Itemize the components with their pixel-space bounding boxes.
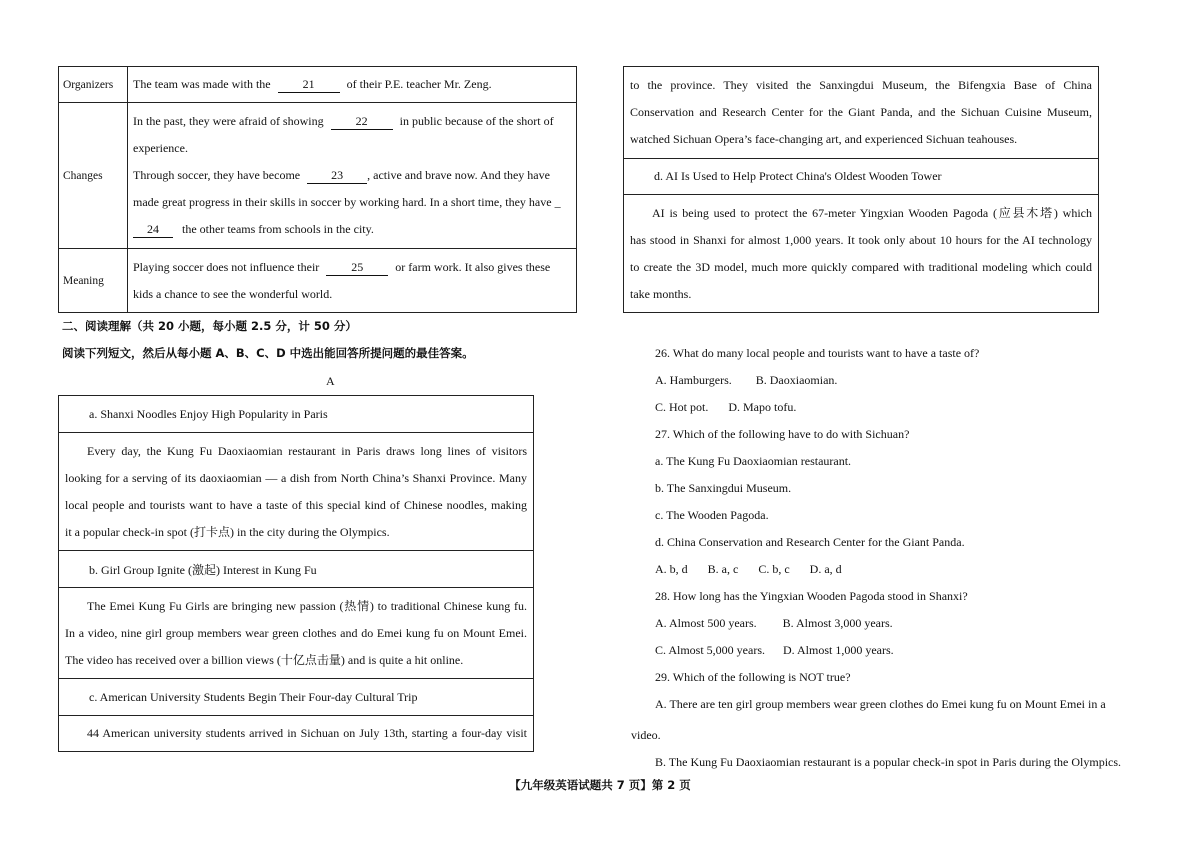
row-label-meaning: Meaning <box>59 249 128 313</box>
option-b: B. Almost 3,000 years. <box>782 616 893 630</box>
item-27-a: a. The Kung Fu Daoxiaomian restaurant. <box>655 454 852 468</box>
news-body-c-cont <box>624 67 1099 159</box>
options-27 <box>655 556 1145 583</box>
table-row <box>59 551 534 588</box>
options-26-ab <box>655 367 1145 394</box>
text-line: The video has received over a billion views (十亿点击量) and is quite a hit online. <box>65 652 464 667</box>
text-line: looking for a serving of its daoxiaomian — a dish from North China’s Shanxi Province. Many <box>65 470 527 485</box>
text-line: kids a chance to see the wonderful world. <box>133 286 333 301</box>
option-29-b: B. The Kung Fu Daoxiaomian restaurant is a popular check-in spot in Paris during the Olympics. <box>655 755 1122 769</box>
news-title-b: b. Girl Group Ignite (激起) Interest in Kung Fu <box>59 551 534 588</box>
option-a: A. Almost 500 years. <box>655 616 757 630</box>
section-instruction: 阅读下列短文，然后从每小题 A、B、C、D 中选出能回答所提问题的最佳答案。 <box>62 346 474 360</box>
text-line: 24 the other teams from schools in the city. <box>133 216 571 243</box>
table-row <box>624 195 1099 313</box>
news-body-c <box>59 716 534 752</box>
passage-label: A <box>326 374 335 388</box>
option-d: D. Mapo tofu. <box>728 400 797 414</box>
options-26-cd <box>655 394 1145 421</box>
text-line: AI is being used to protect the 67-meter Yingxian Wooden Pagoda (应县木塔) which <box>652 205 1092 220</box>
section-heading: 二、阅读理解（共 20 小题，每小题 2.5 分，计 50 分） <box>62 319 357 333</box>
page-footer: 【九年级英语试题共 7 页】第 2 页 <box>509 778 691 792</box>
table-row <box>59 433 534 551</box>
table-row <box>59 249 577 313</box>
item-27-b: b. The Sanxingdui Museum. <box>655 481 792 495</box>
table-row <box>59 396 534 433</box>
question-29: 29. Which of the following is NOT true? <box>655 670 851 684</box>
text-line: Playing soccer does not influence their 25 or farm work. It also gives these <box>133 259 551 274</box>
news-title-a: a. Shanxi Noodles Enjoy High Popularity in Paris <box>59 396 534 433</box>
text-line: The Emei Kung Fu Girls are bringing new passion (热情) to traditional Chinese kung fu. <box>87 598 527 613</box>
summary-table <box>58 66 577 313</box>
text-line: take months. <box>630 286 692 301</box>
option-c: C. b, c <box>758 562 790 576</box>
text: of their P.E. teacher Mr. Zeng. <box>346 77 492 91</box>
option-a: A. Hamburgers. <box>655 373 732 387</box>
blank-21: 21 <box>278 76 340 93</box>
question-28: 28. How long has the Yingxian Wooden Pagoda stood in Shanxi? <box>655 589 968 603</box>
text-line: has stood in Shanxi for almost 1,000 years. It took only about 10 hours for the AI technology <box>630 232 1092 247</box>
table-row <box>59 67 577 103</box>
text-line: watched Sichuan Opera’s face-changing art, and experienced Sichuan teahouses. <box>630 132 1018 146</box>
news-title-c: c. American University Students Begin Their Four-day Cultural Trip <box>59 679 534 716</box>
text: The team was made with the <box>133 77 271 91</box>
news-box-right <box>623 66 1099 313</box>
text-line: Conservation and Research Center for the Giant Panda, and the Sichuan Cuisine Museum, <box>630 105 1092 119</box>
question-27: 27. Which of the following have to do with Sichuan? <box>655 427 910 441</box>
item-27-c: c. The Wooden Pagoda. <box>655 508 769 522</box>
text-line: Through soccer, they have become 23 , active and brave now. And they have <box>133 168 550 182</box>
text-line: to create the 3D model, much more quickly compared with traditional modeling which could <box>630 259 1092 274</box>
options-28-ab <box>655 610 1145 637</box>
option-b: B. a, c <box>707 562 739 576</box>
table-row <box>59 588 534 679</box>
item-27-d: d. China Conservation and Research Center for the Giant Panda. <box>655 535 965 549</box>
text-line: it a popular check-in spot (打卡点) in the city during the Olympics. <box>65 524 390 539</box>
option-b: B. Daoxiaomian. <box>755 373 838 387</box>
option-29-a: A. There are ten girl group members wear green clothes do Emei kung fu on Mount Emei in a <box>655 697 1106 711</box>
questions-block <box>655 340 1145 718</box>
text-line: local people and tourists want to have a taste of this special kind of Chinese noodles, making <box>65 497 527 512</box>
row-content <box>128 103 577 249</box>
text-line: In the past, they were afraid of showing 22 in public because of the short of <box>133 114 554 128</box>
table-row <box>59 679 534 716</box>
row-content <box>128 67 577 103</box>
option-29-a-cont: video. <box>631 728 661 742</box>
text-line: Every day, the Kung Fu Daoxiaomian restaurant in Paris draws long lines of visitors <box>87 443 527 458</box>
news-title-d: d. AI Is Used to Help Protect China's Oldest Wooden Tower <box>624 159 1099 195</box>
text-line: 44 American university students arrived in Sichuan on July 13th, starting a four-day visit <box>87 726 527 740</box>
option-c: C. Almost 5,000 years. <box>655 643 765 657</box>
option-c: C. Hot pot. <box>655 400 709 414</box>
row-content <box>128 249 577 313</box>
options-28-cd <box>655 637 1145 664</box>
text-line: to the province. They visited the Sanxingdui Museum, the Bifengxia Base of China <box>630 78 1092 92</box>
table-row <box>59 103 577 249</box>
table-row <box>59 716 534 752</box>
option-d: D. Almost 1,000 years. <box>783 643 894 657</box>
option-a: A. b, d <box>655 562 688 576</box>
blank-23: 23 <box>307 167 367 184</box>
question-26: 26. What do many local people and tourists want to have a taste of? <box>655 346 980 360</box>
option-d: D. a, d <box>809 562 842 576</box>
news-box-left <box>58 395 534 752</box>
news-body-a <box>59 433 534 551</box>
table-row <box>624 159 1099 195</box>
text-line: made great progress in their skills in soccer by working hard. In a short time, they have _ <box>133 195 561 209</box>
row-label-changes: Changes <box>59 103 128 249</box>
news-body-d <box>624 195 1099 313</box>
text-line: In a video, nine girl group members wear green clothes and do Emei kung fu on Mount Emei. <box>65 625 527 640</box>
blank-22: 22 <box>331 113 393 130</box>
text-line: experience. <box>133 141 188 155</box>
blank-25: 25 <box>326 259 388 276</box>
row-label-organizers: Organizers <box>59 67 128 103</box>
table-row <box>624 67 1099 159</box>
news-body-b <box>59 588 534 679</box>
blank-24: 24 <box>133 221 173 238</box>
